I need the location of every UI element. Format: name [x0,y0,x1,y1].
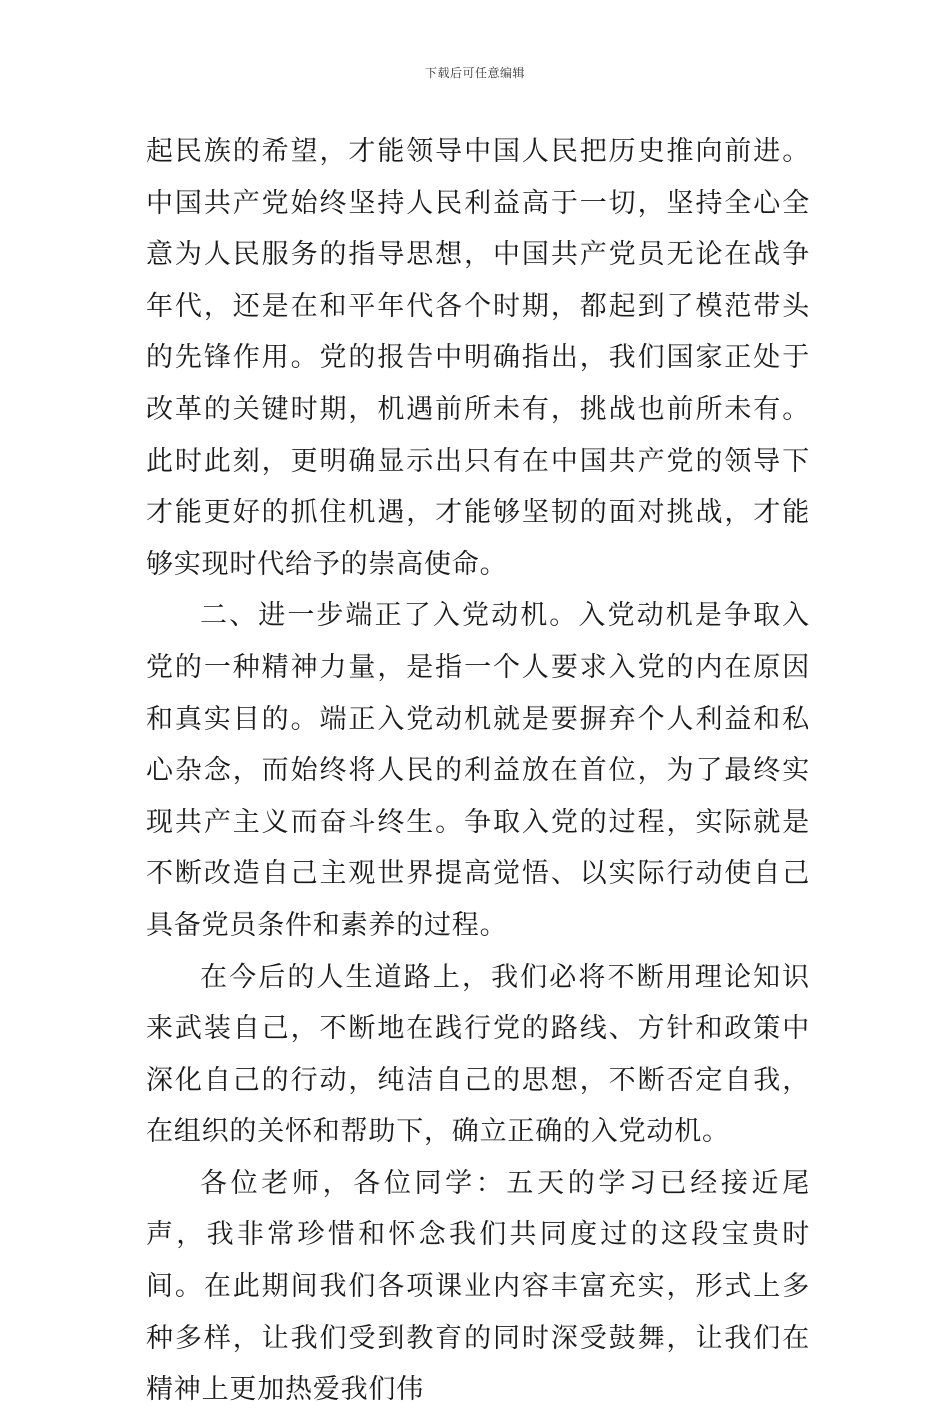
paragraph-4: 各位老师，各位同学：五天的学习已经接近尾声，我非常珍惜和怀念我们共同度过的这段宝贵时间。在此期间我们各项课业内容丰富充实，形式上多种多样，让我们受到教育的同时深受鼓舞，让我们在精神上更加热爱我们伟 [146,1167,810,1406]
page-header: 下载后可任意编辑 [424,66,525,80]
paragraph-2: 二、进一步端正了入党动机。入党动机是争取入党的一种精神力量，是指一个人要求入党的内在原因和真实目的。端正入党动机就是要摒弃个人利益和私心杂念，而始终将人民的利益放在首位，为了最终实现共产主义而奋斗终生。争取入党的过程，实际就是不断改造自己主观世界提高觉悟、以实际行动使自己具备党员条件和素养的过程。 [146,600,810,941]
document-body [146,126,810,1416]
paragraph-3: 在今后的人生道路上，我们必将不断用理论知识来武装自己，不断地在践行党的路线、方针和政策中深化自己的行动，纯洁自己的思想，不断否定自我，在组织的关怀和帮助下，确立正确的入党动机。 [146,961,810,1148]
paragraph-1: 起民族的希望，才能领导中国人民把历史推向前进。中国共产党始终坚持人民利益高于一切，坚持全心全意为人民服务的指导思想，中国共产党员无论在战争年代，还是在和平年代各个时期，都起到了模范带头的先锋作用。党的报告中明确指出，我们国家正处于改革的关键时期，机遇前所未有，挑战也前所未有。此时此刻，更明确显示出只有在中国共产党的领导下才能更好的抓住机遇，才能够坚韧的面对挑战，才能够实现时代给予的崇高使命。 [146,136,810,580]
